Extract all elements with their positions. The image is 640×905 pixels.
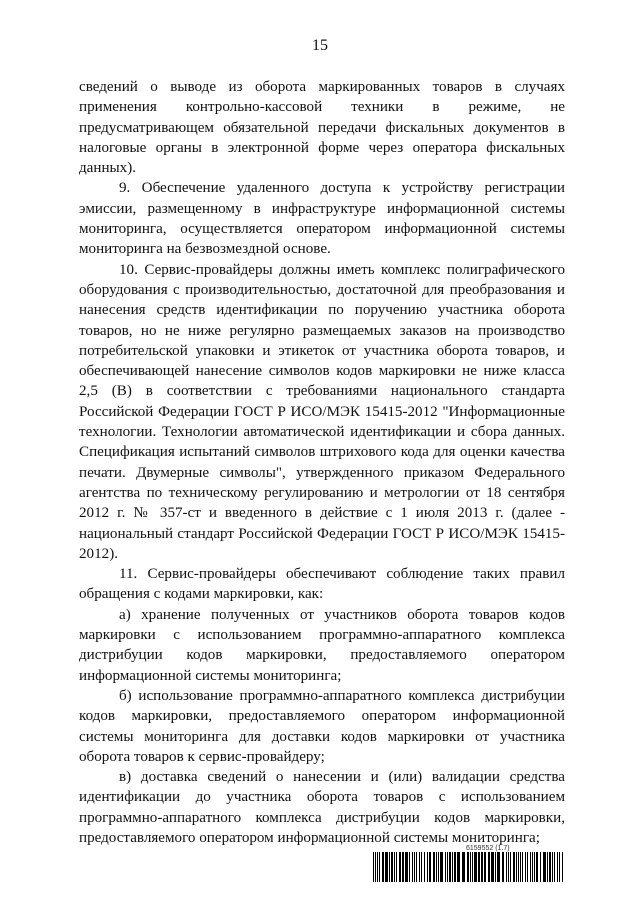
paragraph-subitem-a: а) хранение полученных от участников оборота товаров кодов маркировки с использованием программно-аппаратного комплекса дистрибуции кодов маркировки, предоставляемого оператором информационной системы мониторинга; bbox=[79, 606, 565, 684]
barcode-bar bbox=[377, 852, 378, 882]
barcode-bar bbox=[394, 852, 395, 882]
barcode-bar bbox=[445, 852, 446, 882]
document-code: 6159552 (1.7) bbox=[466, 845, 510, 852]
barcode-bar bbox=[449, 852, 451, 882]
barcode-bar bbox=[452, 852, 453, 882]
paragraph-continuation: сведений о выводе из оборота маркированных товаров в случаях применения контрольно-кассовой техники в режиме, не предусматривающем обязательной передачи фискальных документов в налоговые органы в электронной форме через оператора фискальных данных). bbox=[79, 79, 565, 177]
barcode-bar bbox=[484, 852, 486, 882]
barcode-bar bbox=[532, 852, 533, 882]
barcode-bar bbox=[399, 852, 401, 882]
barcode-bar bbox=[513, 852, 515, 882]
barcode-bar bbox=[375, 852, 376, 882]
paragraph-subitem-b: б) использование программно-аппаратного комплекса дистрибуции кодов маркировки, предоставляемого оператором информационной системы мониторинга для доставки кодов маркировки от участника оборота товаров к сервис-провайдеру; bbox=[79, 687, 565, 765]
barcode-bar bbox=[488, 852, 490, 882]
barcode-bar bbox=[520, 852, 521, 882]
barcode-bar bbox=[534, 852, 535, 882]
barcode-bar bbox=[472, 852, 473, 882]
barcode-bar bbox=[474, 852, 477, 882]
barcode-image bbox=[373, 852, 563, 882]
barcode-bar bbox=[424, 852, 425, 882]
barcode-bar bbox=[389, 852, 390, 882]
barcode-bar bbox=[385, 852, 388, 882]
barcode-bar bbox=[436, 852, 437, 882]
barcode-bar bbox=[481, 852, 483, 882]
barcode-bar bbox=[438, 852, 439, 882]
barcode-bar bbox=[497, 852, 500, 882]
barcode-bar bbox=[382, 852, 384, 882]
barcode-bar bbox=[433, 852, 435, 882]
barcode-bar bbox=[396, 852, 397, 882]
barcode-bar bbox=[447, 852, 448, 882]
paragraph-item-9: 9. Обеспечение удаленного доступа к устройству регистрации эмиссии, размещенному в инфраструктуре информационной системы мониторинга, осуществляется оператором информационной системы мониторинга на безвозмездной основе. bbox=[79, 180, 565, 258]
barcode-bar bbox=[562, 852, 563, 882]
barcode-bar bbox=[554, 852, 555, 882]
paragraph-item-11: 11. Сервис-провайдеры обеспечивают соблюдение таких правил обращения с кодами маркировки, как: bbox=[79, 566, 565, 603]
barcode-bar bbox=[530, 852, 531, 882]
barcode-bar bbox=[421, 852, 422, 882]
barcode-bar bbox=[510, 852, 511, 882]
barcode-bar bbox=[559, 852, 560, 882]
barcode-bar bbox=[495, 852, 496, 882]
barcode-bar bbox=[508, 852, 509, 882]
barcode-bar bbox=[391, 852, 393, 882]
barcode-bar bbox=[522, 852, 523, 882]
barcode-bar bbox=[527, 852, 528, 882]
barcode-bar bbox=[409, 852, 410, 882]
barcode-bar bbox=[552, 852, 553, 882]
barcode-bar bbox=[373, 852, 374, 882]
paragraph-item-10: 10. Сервис-провайдеры должны иметь комплекс полиграфического оборудования с производительностью, достаточной для преобразования и нанесения средств идентификации по поручению участника оборота товаров, но не ниже регулярно размещаемых заказов на производство потребительской упаковки и этикеток от участника оборота товаров, и обеспечивающей нанесение символов кодов маркировки не ниже класса 2,5 (B) в соответствии с требованиями национального стандарта Российской Федерации ГОСТ Р ИСО/МЭК 15415-2012 "Информационные технологии. Технологии автоматической идентификации и сбора данных. Спецификация испытаний символов штрихового кода для оценки качества печати. Двумерные символы", утвержденного приказом Федерального агентства по техническому регулированию и метрологии от 18 сентября 2012 г. № 357-ст и введенного в действие с 1 июля 2013 г. (далее - национальный стандарт Российской Федерации ГОСТ Р ИСО/МЭК 15415-2012). bbox=[79, 261, 565, 562]
barcode-bar bbox=[516, 852, 517, 882]
barcode-bar bbox=[419, 852, 420, 882]
barcode-bar bbox=[412, 852, 413, 882]
barcode-bar bbox=[491, 852, 494, 882]
barcode-bar bbox=[454, 852, 456, 882]
barcode-bar bbox=[536, 852, 538, 882]
barcode-bar bbox=[379, 852, 380, 882]
barcode-bar bbox=[440, 852, 443, 882]
barcode-bar bbox=[402, 852, 404, 882]
barcode-bar bbox=[549, 852, 551, 882]
document-body bbox=[79, 77, 565, 848]
barcode-bar bbox=[478, 852, 480, 882]
barcode-bar bbox=[427, 852, 428, 882]
barcode-bar bbox=[416, 852, 417, 882]
barcode-bar bbox=[470, 852, 471, 882]
barcode-bar bbox=[547, 852, 548, 882]
barcode-bar bbox=[557, 852, 558, 882]
paragraph-subitem-v: в) доставка сведений о нанесении и (или) валидации средства идентификации до участника оборота товаров с использованием программно-аппаратного комплекса дистрибуции кодов маркировки, предоставляемого оператором информационной системы мониторинга; bbox=[79, 769, 565, 846]
barcode-bar bbox=[540, 852, 541, 882]
barcode-bar bbox=[525, 852, 526, 882]
barcode-bar bbox=[467, 852, 469, 882]
barcode-bar bbox=[414, 852, 415, 882]
barcode-bar bbox=[502, 852, 504, 882]
barcode-bar bbox=[543, 852, 546, 882]
barcode-bar bbox=[405, 852, 408, 882]
barcode-bar bbox=[429, 852, 431, 882]
barcode-bar bbox=[462, 852, 465, 882]
barcode-bar bbox=[506, 852, 507, 882]
page-number: 15 bbox=[312, 37, 328, 54]
barcode-bar bbox=[518, 852, 519, 882]
barcode-bar bbox=[457, 852, 460, 882]
